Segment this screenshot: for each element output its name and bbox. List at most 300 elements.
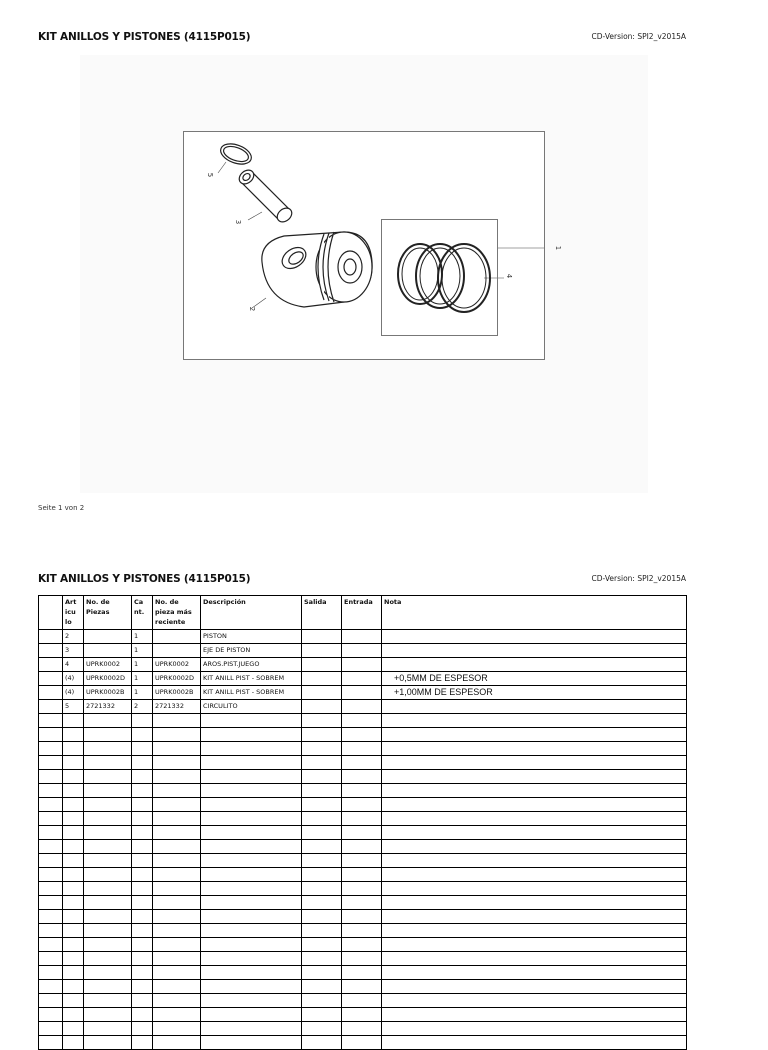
cell-reciente [153, 854, 201, 868]
cell-piezas [84, 770, 132, 784]
cell-blank [39, 952, 63, 966]
cell-cant [132, 784, 153, 798]
cell-cant [132, 910, 153, 924]
cell-desc: EJE DE PISTON [201, 644, 302, 658]
cell-blank [39, 938, 63, 952]
cell-art [63, 938, 84, 952]
cell-reciente [153, 938, 201, 952]
cell-entrada [342, 770, 382, 784]
empty-table-row [39, 742, 687, 756]
empty-table-row [39, 770, 687, 784]
cell-art [63, 854, 84, 868]
cell-blank [39, 630, 63, 644]
cell-entrada [342, 924, 382, 938]
cell-desc [201, 1008, 302, 1022]
cell-entrada [342, 756, 382, 770]
cell-blank [39, 924, 63, 938]
empty-table-row [39, 812, 687, 826]
cell-piezas: 2721332 [84, 700, 132, 714]
cell-nota [382, 630, 687, 644]
cell-art: (4) [63, 686, 84, 700]
cell-art: 4 [63, 658, 84, 672]
cell-reciente: 2721332 [153, 700, 201, 714]
cell-art [63, 910, 84, 924]
cell-cant [132, 896, 153, 910]
col-header-entrada: Entrada [342, 596, 382, 630]
cell-cant [132, 812, 153, 826]
cell-cant [132, 966, 153, 980]
cell-piezas [84, 630, 132, 644]
cell-desc [201, 966, 302, 980]
cell-blank [39, 770, 63, 784]
cell-art [63, 980, 84, 994]
cell-desc [201, 770, 302, 784]
cell-blank [39, 966, 63, 980]
cell-reciente [153, 966, 201, 980]
cell-desc [201, 896, 302, 910]
cell-salida [302, 980, 342, 994]
cell-entrada [342, 840, 382, 854]
cell-salida [302, 966, 342, 980]
cell-salida [302, 798, 342, 812]
cell-cant [132, 994, 153, 1008]
cell-blank [39, 812, 63, 826]
empty-table-row [39, 896, 687, 910]
piston-drawing [262, 232, 372, 307]
cell-art: 3 [63, 644, 84, 658]
col-header-piezas: No. de Piezas [84, 596, 132, 630]
cell-cant: 1 [132, 644, 153, 658]
cell-salida [302, 658, 342, 672]
table-row [39, 672, 687, 686]
cell-reciente [153, 896, 201, 910]
cell-cant [132, 798, 153, 812]
cell-entrada [342, 1036, 382, 1050]
cell-salida [302, 644, 342, 658]
cell-art [63, 1036, 84, 1050]
cell-art [63, 966, 84, 980]
callout-3: 3 [234, 219, 243, 225]
cell-piezas [84, 994, 132, 1008]
cell-cant: 1 [132, 686, 153, 700]
empty-table-row [39, 826, 687, 840]
cell-piezas [84, 798, 132, 812]
cell-nota [382, 882, 687, 896]
cell-desc [201, 742, 302, 756]
cell-reciente: UPRK0002 [153, 658, 201, 672]
empty-table-row [39, 910, 687, 924]
parts-table-body [39, 630, 687, 1050]
cell-reciente [153, 924, 201, 938]
cell-blank [39, 910, 63, 924]
cell-nota [382, 728, 687, 742]
cell-cant [132, 924, 153, 938]
cell-nota [382, 826, 687, 840]
cell-nota [382, 896, 687, 910]
cell-entrada [342, 700, 382, 714]
cell-entrada [342, 966, 382, 980]
cell-desc: PISTON [201, 630, 302, 644]
cell-nota [382, 910, 687, 924]
cell-reciente [153, 728, 201, 742]
cell-blank [39, 882, 63, 896]
col-header-nota: Nota [382, 596, 687, 630]
cell-cant [132, 1036, 153, 1050]
empty-table-row [39, 952, 687, 966]
cell-blank [39, 868, 63, 882]
cell-entrada [342, 644, 382, 658]
cell-reciente [153, 980, 201, 994]
exploded-view-drawing [183, 131, 563, 360]
cell-reciente [153, 826, 201, 840]
cell-entrada [342, 882, 382, 896]
cell-cant [132, 952, 153, 966]
cell-cant: 1 [132, 672, 153, 686]
cell-salida [302, 840, 342, 854]
cell-blank [39, 742, 63, 756]
cell-art [63, 924, 84, 938]
empty-table-row [39, 966, 687, 980]
cell-cant [132, 840, 153, 854]
cell-entrada [342, 728, 382, 742]
empty-table-row [39, 854, 687, 868]
cell-reciente [153, 798, 201, 812]
cell-salida [302, 952, 342, 966]
cell-piezas [84, 910, 132, 924]
col-header-reciente: No. de pieza más reciente [153, 596, 201, 630]
cell-salida [302, 938, 342, 952]
cell-desc [201, 882, 302, 896]
table-row [39, 644, 687, 658]
cell-piezas [84, 896, 132, 910]
cell-blank [39, 798, 63, 812]
cell-desc [201, 826, 302, 840]
empty-table-row [39, 784, 687, 798]
cell-piezas [84, 952, 132, 966]
cell-piezas [84, 980, 132, 994]
cell-art [63, 798, 84, 812]
cell-cant [132, 938, 153, 952]
cell-blank [39, 644, 63, 658]
cell-nota [382, 770, 687, 784]
cell-desc: CIRCULITO [201, 700, 302, 714]
cell-salida [302, 672, 342, 686]
page-footer: Seite 1 von 2 [38, 504, 85, 512]
cell-nota [382, 966, 687, 980]
cell-entrada [342, 994, 382, 1008]
cell-piezas [84, 924, 132, 938]
cell-desc [201, 840, 302, 854]
cell-piezas [84, 742, 132, 756]
cell-desc [201, 798, 302, 812]
cell-entrada [342, 672, 382, 686]
table-row [39, 630, 687, 644]
table-row [39, 658, 687, 672]
cell-desc [201, 714, 302, 728]
cell-piezas [84, 854, 132, 868]
cell-blank [39, 756, 63, 770]
cell-desc [201, 952, 302, 966]
cell-desc [201, 994, 302, 1008]
empty-table-row [39, 924, 687, 938]
cell-salida [302, 1036, 342, 1050]
empty-table-row [39, 882, 687, 896]
cell-entrada [342, 630, 382, 644]
cell-reciente [153, 1036, 201, 1050]
cell-salida [302, 1008, 342, 1022]
cell-art [63, 868, 84, 882]
cell-reciente [153, 630, 201, 644]
cell-piezas [84, 1008, 132, 1022]
cell-nota [382, 784, 687, 798]
cell-nota: +1,00MM DE ESPESOR [382, 686, 687, 700]
cell-piezas [84, 826, 132, 840]
cell-desc [201, 868, 302, 882]
cell-nota [382, 798, 687, 812]
cell-blank [39, 784, 63, 798]
cell-salida [302, 826, 342, 840]
cell-art [63, 742, 84, 756]
cell-piezas [84, 1036, 132, 1050]
cell-entrada [342, 1008, 382, 1022]
callout-1: 1 [554, 245, 563, 251]
empty-table-row [39, 728, 687, 742]
cell-art [63, 840, 84, 854]
cell-piezas [84, 728, 132, 742]
cell-art: 2 [63, 630, 84, 644]
cell-nota [382, 658, 687, 672]
circlip-drawing [218, 140, 254, 168]
cell-art [63, 826, 84, 840]
cell-salida [302, 756, 342, 770]
cell-salida [302, 882, 342, 896]
empty-table-row [39, 980, 687, 994]
cell-entrada [342, 938, 382, 952]
cell-blank [39, 896, 63, 910]
cell-reciente [153, 868, 201, 882]
piston-rings-illustration [382, 220, 497, 335]
cell-cant [132, 770, 153, 784]
cell-reciente [153, 812, 201, 826]
cell-art [63, 896, 84, 910]
cell-nota: +0,5MM DE ESPESOR [382, 672, 687, 686]
empty-table-row [39, 1008, 687, 1022]
cell-cant [132, 868, 153, 882]
cell-nota [382, 840, 687, 854]
cell-desc [201, 812, 302, 826]
cell-reciente [153, 644, 201, 658]
cell-piezas [84, 714, 132, 728]
cell-salida [302, 784, 342, 798]
cell-desc [201, 784, 302, 798]
col-header-blank [39, 596, 63, 630]
cell-entrada [342, 910, 382, 924]
callout-5: 5 [206, 172, 215, 178]
cell-nota [382, 854, 687, 868]
callout-4: 4 [505, 273, 514, 279]
cell-nota [382, 980, 687, 994]
cell-piezas [84, 756, 132, 770]
cell-nota [382, 742, 687, 756]
cell-piezas [84, 882, 132, 896]
cell-entrada [342, 686, 382, 700]
table-header-row [39, 596, 687, 630]
cd-version: CD-Version: SPI2_v2015A [591, 32, 686, 41]
cell-art [63, 882, 84, 896]
cell-salida [302, 910, 342, 924]
cell-cant [132, 756, 153, 770]
cell-piezas: UPRK0002B [84, 686, 132, 700]
cell-entrada [342, 854, 382, 868]
cell-art [63, 784, 84, 798]
cell-salida [302, 868, 342, 882]
cell-piezas [84, 938, 132, 952]
cell-salida [302, 686, 342, 700]
cell-entrada [342, 980, 382, 994]
cell-desc [201, 938, 302, 952]
cell-desc: KIT ANILL PIST - SOBREM [201, 672, 302, 686]
cell-blank [39, 714, 63, 728]
cell-entrada [342, 742, 382, 756]
cd-version: CD-Version: SPI2_v2015A [591, 574, 686, 583]
cell-nota [382, 868, 687, 882]
empty-table-row [39, 994, 687, 1008]
col-header-descripcion: Descripción [201, 596, 302, 630]
cell-nota [382, 952, 687, 966]
cell-nota [382, 812, 687, 826]
cell-blank [39, 980, 63, 994]
cell-reciente [153, 882, 201, 896]
cell-cant [132, 742, 153, 756]
cell-salida [302, 770, 342, 784]
cell-blank [39, 826, 63, 840]
col-header-articulo: Art icu lo [63, 596, 84, 630]
table-row [39, 700, 687, 714]
table-row [39, 686, 687, 700]
cell-desc [201, 728, 302, 742]
cell-reciente [153, 1008, 201, 1022]
cell-nota [382, 756, 687, 770]
cell-desc [201, 854, 302, 868]
cell-desc [201, 910, 302, 924]
cell-art: (4) [63, 672, 84, 686]
cell-blank [39, 1036, 63, 1050]
empty-table-row [39, 938, 687, 952]
cell-entrada [342, 826, 382, 840]
page-title: KIT ANILLOS Y PISTONES (4115P015) [38, 573, 251, 585]
cell-art [63, 952, 84, 966]
cell-reciente [153, 784, 201, 798]
cell-blank [39, 840, 63, 854]
cell-reciente [153, 994, 201, 1008]
cell-art [63, 812, 84, 826]
empty-table-row [39, 868, 687, 882]
cell-reciente [153, 756, 201, 770]
cell-blank [39, 854, 63, 868]
cell-entrada [342, 812, 382, 826]
cell-nota [382, 644, 687, 658]
cell-salida [302, 812, 342, 826]
cell-desc: KIT ANILL PIST - SOBREM [201, 686, 302, 700]
page-title: KIT ANILLOS Y PISTONES (4115P015) [38, 31, 251, 43]
cell-cant [132, 980, 153, 994]
cell-nota [382, 1008, 687, 1022]
cell-entrada [342, 784, 382, 798]
cell-cant [132, 826, 153, 840]
cell-art [63, 728, 84, 742]
cell-nota [382, 938, 687, 952]
cell-nota [382, 924, 687, 938]
cell-cant [132, 714, 153, 728]
cell-entrada [342, 798, 382, 812]
cell-blank [39, 658, 63, 672]
cell-cant [132, 1008, 153, 1022]
cell-salida [302, 896, 342, 910]
empty-table-row [39, 1036, 687, 1050]
cell-piezas: UPRK0002D [84, 672, 132, 686]
cell-desc [201, 924, 302, 938]
cell-reciente [153, 770, 201, 784]
cell-salida [302, 700, 342, 714]
col-header-salida: Salida [302, 596, 342, 630]
cell-salida [302, 994, 342, 1008]
cell-nota [382, 1036, 687, 1050]
cell-piezas: UPRK0002 [84, 658, 132, 672]
cell-art [63, 714, 84, 728]
cell-blank [39, 700, 63, 714]
cell-piezas [84, 784, 132, 798]
cell-cant: 1 [132, 658, 153, 672]
cell-salida [302, 630, 342, 644]
cell-piezas [84, 644, 132, 658]
callout-2: 2 [248, 306, 257, 312]
cell-reciente: UPRK0002B [153, 686, 201, 700]
cell-nota [382, 714, 687, 728]
empty-table-row [39, 714, 687, 728]
cell-blank [39, 686, 63, 700]
col-header-cant: Ca nt. [132, 596, 153, 630]
cell-desc [201, 756, 302, 770]
cell-salida [302, 854, 342, 868]
cell-blank [39, 1008, 63, 1022]
cell-entrada [342, 868, 382, 882]
cell-entrada [342, 952, 382, 966]
cell-cant: 2 [132, 700, 153, 714]
cell-blank [39, 672, 63, 686]
cell-piezas [84, 812, 132, 826]
cell-reciente [153, 840, 201, 854]
cell-blank [39, 728, 63, 742]
cell-cant [132, 882, 153, 896]
ring-set-inset [381, 219, 498, 336]
cell-piezas [84, 840, 132, 854]
cell-nota [382, 994, 687, 1008]
cell-cant: 1 [132, 630, 153, 644]
cell-reciente [153, 952, 201, 966]
cell-reciente: UPRK0002D [153, 672, 201, 686]
parts-table [38, 595, 687, 1050]
piston-pin-drawing [237, 167, 295, 224]
cell-piezas [84, 966, 132, 980]
cell-salida [302, 742, 342, 756]
cell-entrada [342, 714, 382, 728]
cell-salida [302, 924, 342, 938]
cell-reciente [153, 714, 201, 728]
cell-desc [201, 1036, 302, 1050]
cell-art: 5 [63, 700, 84, 714]
cell-reciente [153, 910, 201, 924]
cell-entrada [342, 896, 382, 910]
